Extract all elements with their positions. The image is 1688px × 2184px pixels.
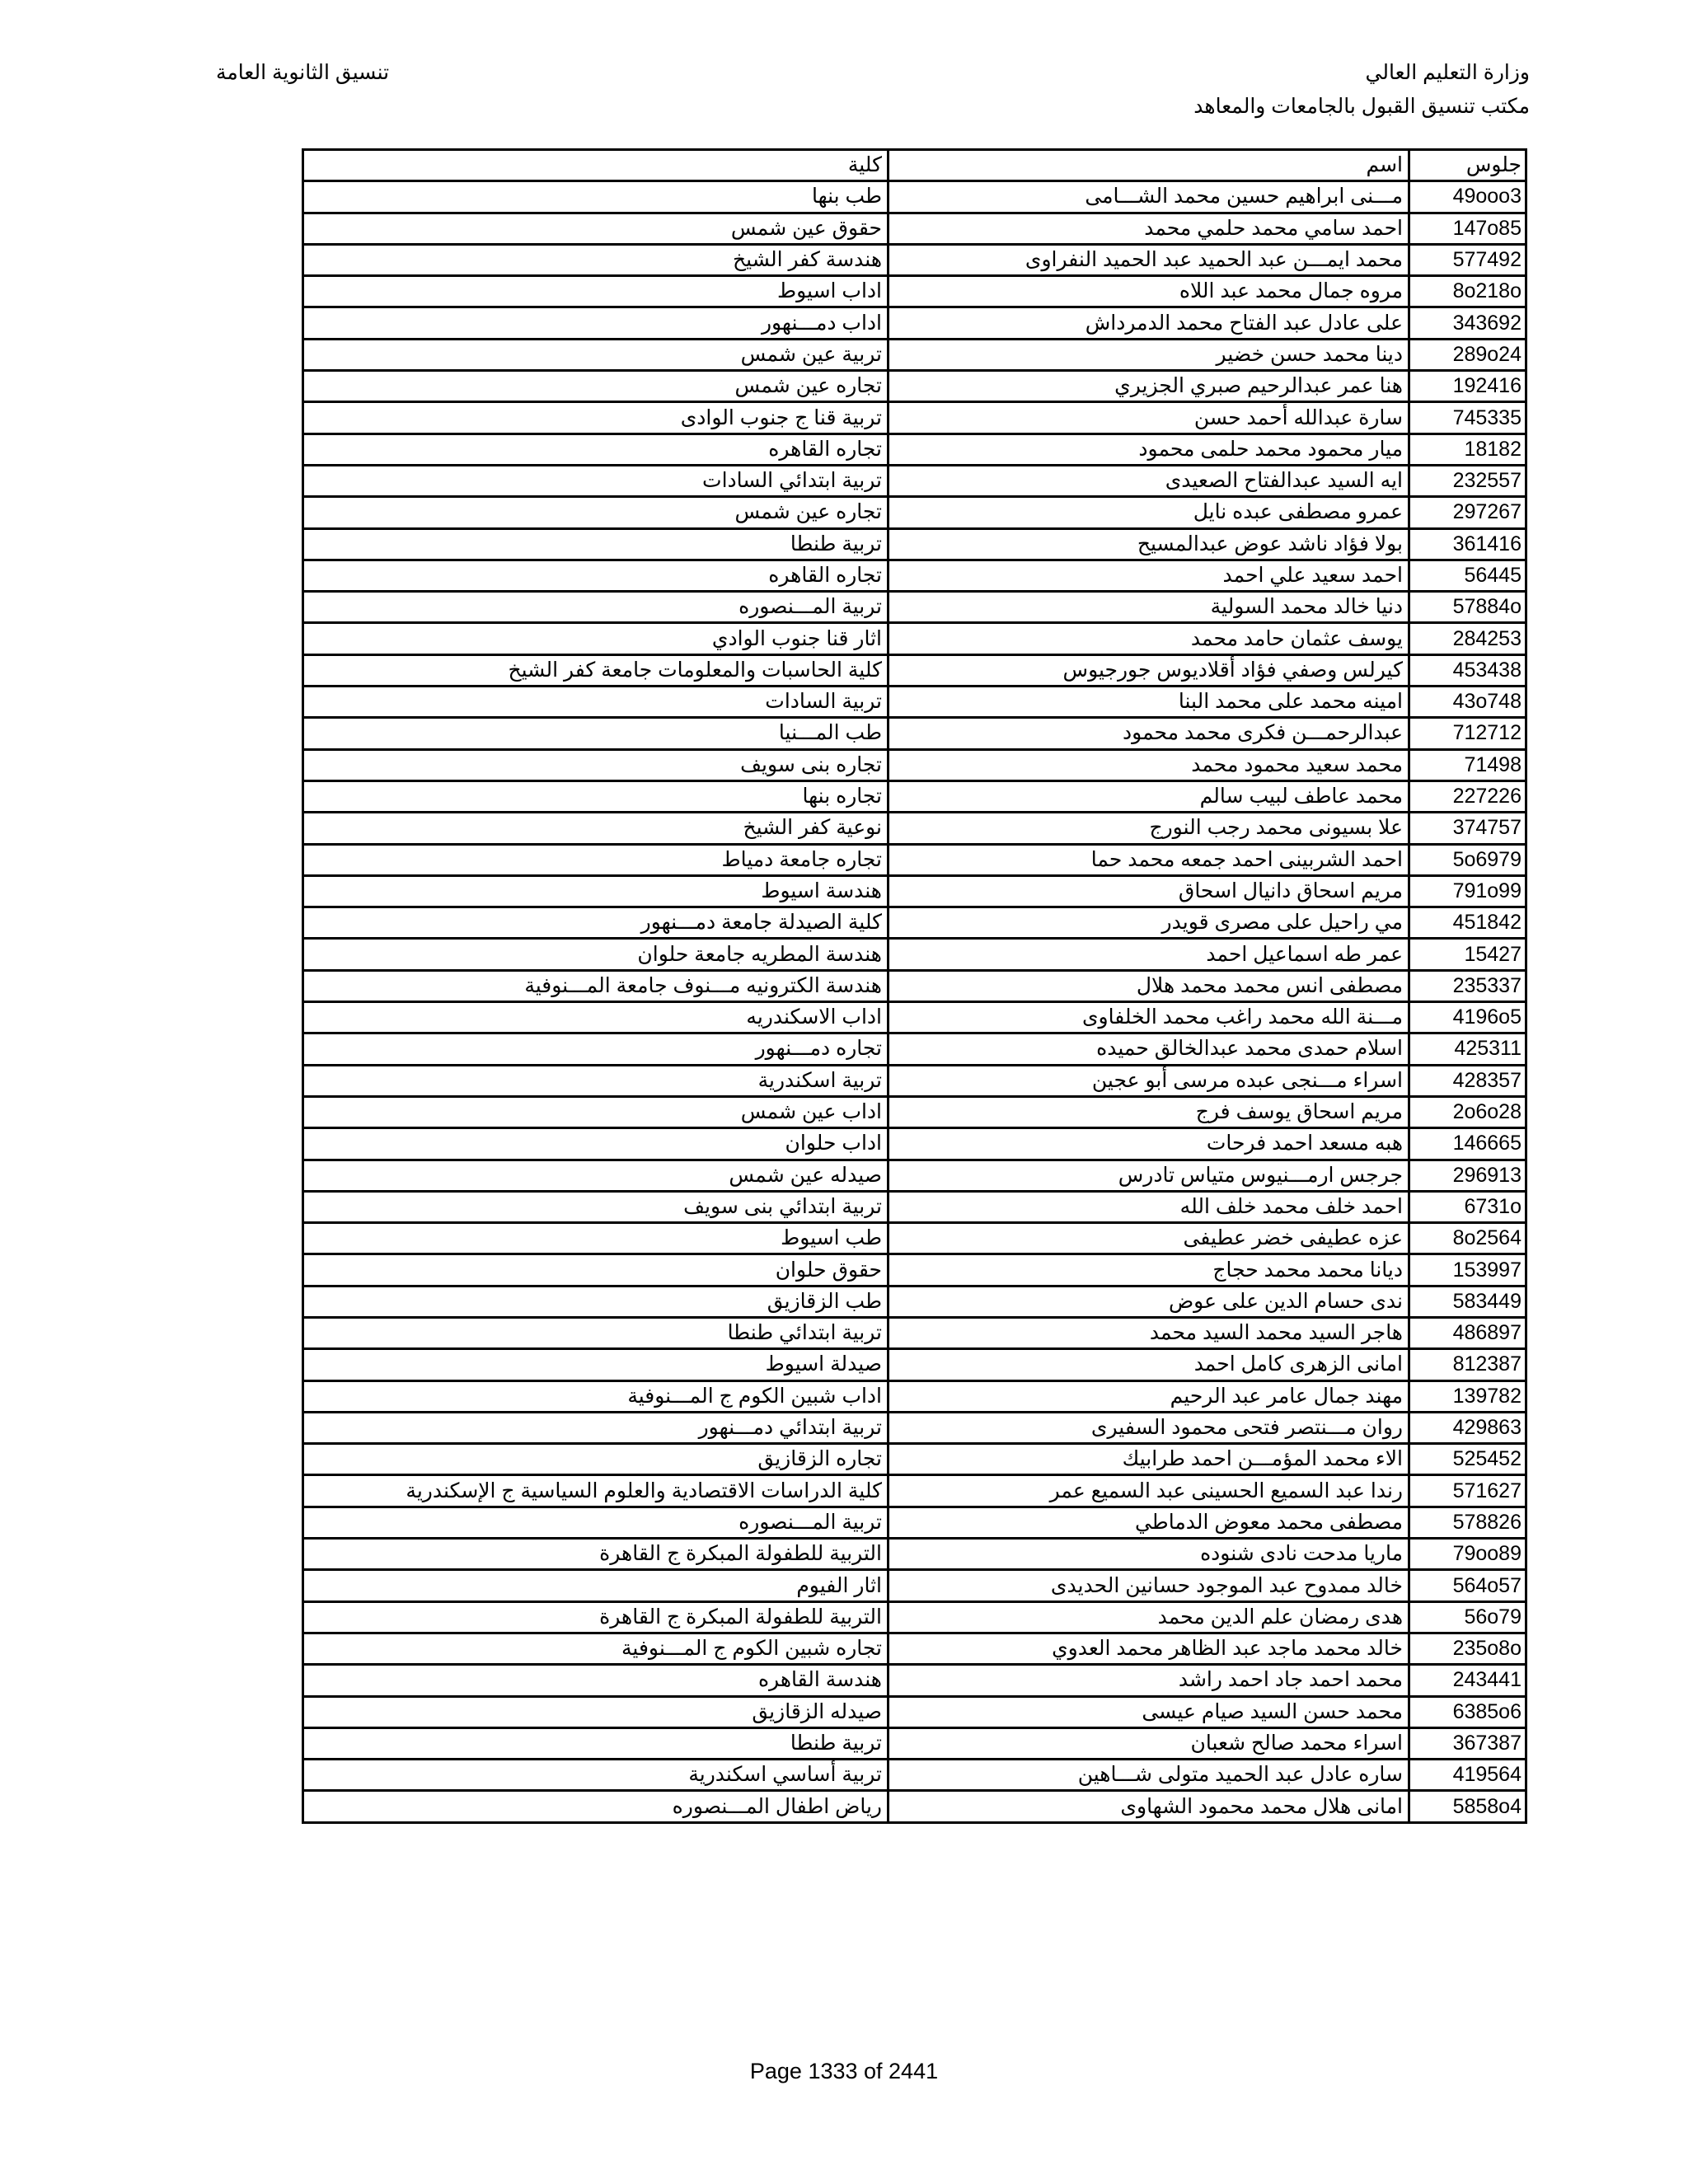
table-row: [303, 307, 1526, 339]
table-row: [303, 181, 1526, 213]
cell-college: تربية ابتدائي بنى سويف: [303, 1191, 889, 1222]
page-number: Page 1333 of 2441: [749, 2059, 939, 2083]
cell-name: ماريا مدحت نادى شنوده: [889, 1539, 1409, 1570]
cell-college: تربية المـــنصوره: [303, 592, 889, 623]
table-row: [303, 1633, 1526, 1664]
cell-seat: 425311: [1409, 1033, 1526, 1065]
table-row: [303, 1191, 1526, 1222]
cell-college: صيدلة اسيوط: [303, 1349, 889, 1380]
table-row: [303, 875, 1526, 907]
cell-seat: 139782: [1409, 1380, 1526, 1412]
cell-college: تجاره دمـــنهور: [303, 1033, 889, 1065]
cell-name: محمد سعيد محمود محمد: [889, 749, 1409, 780]
cell-seat: 571627: [1409, 1475, 1526, 1507]
table-row: [303, 1570, 1526, 1601]
table-row: [303, 654, 1526, 686]
cell-seat: 289o24: [1409, 339, 1526, 370]
table-row: [303, 1760, 1526, 1791]
cell-college: هندسة الكترونيه مـــنوف جامعة المـــنوفية: [303, 970, 889, 1001]
cell-college: اثار الفيوم: [303, 1570, 889, 1601]
cell-name: ندى حسام الدين على عوض: [889, 1286, 1409, 1317]
cell-name: اسلام حمدى محمد عبدالخالق حميده: [889, 1033, 1409, 1065]
table-row: [303, 1002, 1526, 1033]
cell-seat: 745335: [1409, 402, 1526, 434]
table-row: [303, 244, 1526, 275]
cell-seat: 146665: [1409, 1128, 1526, 1160]
table-row: [303, 1128, 1526, 1160]
cell-seat: 235337: [1409, 970, 1526, 1001]
cell-college: تربية عين شمس: [303, 339, 889, 370]
table-row: [303, 939, 1526, 970]
cell-name: دنيا خالد محمد السولية: [889, 592, 1409, 623]
cell-seat: 578826: [1409, 1507, 1526, 1538]
cell-college: تربية قنا ج جنوب الوادى: [303, 402, 889, 434]
cell-name: على عادل عبد الفتاح محمد الدمرداش: [889, 307, 1409, 339]
cell-name: يوسف عثمان حامد محمد: [889, 623, 1409, 654]
cell-seat: 343692: [1409, 307, 1526, 339]
cell-seat: 486897: [1409, 1317, 1526, 1348]
table-row: [303, 213, 1526, 244]
cell-name: روان مـــنتصر فتحى محمود السفيرى: [889, 1412, 1409, 1443]
cell-name: ساره عادل عبد الحميد متولى شـــاهين: [889, 1760, 1409, 1791]
cell-college: تربية أساسي اسكندرية: [303, 1760, 889, 1791]
ministry-title: وزارة التعليم العالي: [1365, 61, 1530, 84]
cell-college: هندسة القاهره: [303, 1665, 889, 1696]
cell-college: تربية المـــنصوره: [303, 1507, 889, 1538]
cell-seat: 232557: [1409, 465, 1526, 496]
table-row: [303, 465, 1526, 496]
cell-name: ديانا محمد محمد حجاج: [889, 1254, 1409, 1286]
cell-seat: 227226: [1409, 780, 1526, 812]
cell-name: عمر طه اسماعيل احمد: [889, 939, 1409, 970]
cell-name: امانى الزهرى كامل احمد: [889, 1349, 1409, 1380]
cell-college: تجاره عين شمس: [303, 371, 889, 402]
table-row: [303, 813, 1526, 844]
cell-name: احمد سعيد علي احمد: [889, 560, 1409, 591]
cell-college: التربية للطفولة المبكرة ج القاهرة: [303, 1601, 889, 1633]
cell-seat: 43o748: [1409, 687, 1526, 718]
cell-college: كلية الدراسات الاقتصادية والعلوم السياسية ج الإسكندرية: [303, 1475, 889, 1507]
table-row: [303, 1065, 1526, 1096]
cell-name: مي راحيل على مصرى قويدر: [889, 907, 1409, 939]
cell-college: اداب اسيوط: [303, 276, 889, 307]
cell-college: طب اسيوط: [303, 1223, 889, 1254]
cell-name: مريم اسحاق دانيال اسحاق: [889, 875, 1409, 907]
table-row: [303, 749, 1526, 780]
cell-college: رياض اطفال المـــنصوره: [303, 1791, 889, 1822]
cell-college: حقوق عين شمس: [303, 213, 889, 244]
cell-college: صيدله الزقازيق: [303, 1696, 889, 1727]
cell-seat: 812387: [1409, 1349, 1526, 1380]
cell-college: اثار قنا جنوب الوادي: [303, 623, 889, 654]
cell-name: هنا عمر عبدالرحيم صبري الجزيري: [889, 371, 1409, 402]
cell-seat: 525452: [1409, 1444, 1526, 1475]
cell-college: اداب دمـــنهور: [303, 307, 889, 339]
cell-college: تربية طنطا: [303, 528, 889, 560]
cell-seat: 583449: [1409, 1286, 1526, 1317]
cell-name: اسراء مـــنجى عبده مرسى أبو عجين: [889, 1065, 1409, 1096]
table-row: [303, 1223, 1526, 1254]
table-row: [303, 1475, 1526, 1507]
cell-college: كلية الحاسبات والمعلومات جامعة كفر الشيخ: [303, 654, 889, 686]
table-row: [303, 1601, 1526, 1633]
cell-name: مروه جمال محمد عبد اللاه: [889, 276, 1409, 307]
office-title: مكتب تنسيق القبول بالجامعات والمعاهد: [1193, 95, 1530, 118]
table-row: [303, 1380, 1526, 1412]
table-row: [303, 970, 1526, 1001]
coordination-title: تنسيق الثانوية العامة: [216, 61, 390, 84]
cell-seat: 453438: [1409, 654, 1526, 686]
cell-name: محمد احمد جاد احمد راشد: [889, 1665, 1409, 1696]
table-row: [303, 1696, 1526, 1727]
cell-seat: 5858o4: [1409, 1791, 1526, 1822]
cell-college: طب بنها: [303, 181, 889, 213]
table-row: [303, 718, 1526, 749]
cell-name: احمد خلف محمد خلف الله: [889, 1191, 1409, 1222]
cell-college: كلية الصيدلة جامعة دمـــنهور: [303, 907, 889, 939]
cell-seat: 361416: [1409, 528, 1526, 560]
table-row: [303, 497, 1526, 528]
table-row: [303, 844, 1526, 875]
cell-name: هبه مسعد احمد فرحات: [889, 1128, 1409, 1160]
table-row: [303, 1033, 1526, 1065]
cell-seat: 57884o: [1409, 592, 1526, 623]
cell-college: تجاره بنها: [303, 780, 889, 812]
cell-college: تجاره القاهره: [303, 560, 889, 591]
cell-seat: 192416: [1409, 371, 1526, 402]
cell-seat: 79oo89: [1409, 1539, 1526, 1570]
cell-seat: 56o79: [1409, 1601, 1526, 1633]
table-row: [303, 780, 1526, 812]
table-row: [303, 623, 1526, 654]
cell-name: دينا محمد حسن خضير: [889, 339, 1409, 370]
cell-seat: 153997: [1409, 1254, 1526, 1286]
cell-name: خالد محمد ماجد عبد الظاهر محمد العدوي: [889, 1633, 1409, 1664]
cell-seat: 243441: [1409, 1665, 1526, 1696]
cell-name: محمد ايمـــن عبد الحميد عبد الحميد النفراوى: [889, 244, 1409, 275]
cell-name: مريم اسحاق يوسف فرج: [889, 1096, 1409, 1127]
cell-name: هاجر السيد محمد السيد محمد: [889, 1317, 1409, 1348]
cell-seat: 235o8o: [1409, 1633, 1526, 1664]
cell-name: محمد حسن السيد صيام عيسى: [889, 1696, 1409, 1727]
table-row: [303, 434, 1526, 465]
cell-college: هندسة كفر الشيخ: [303, 244, 889, 275]
table-row: [303, 1791, 1526, 1822]
cell-seat: 8o218o: [1409, 276, 1526, 307]
cell-college: اداب شبين الكوم ج المـــنوفية: [303, 1380, 889, 1412]
cell-college: التربية للطفولة المبكرة ج القاهرة: [303, 1539, 889, 1570]
cell-seat: 296913: [1409, 1160, 1526, 1191]
cell-college: نوعية كفر الشيخ: [303, 813, 889, 844]
cell-seat: 284253: [1409, 623, 1526, 654]
cell-name: امينه محمد على محمد البنا: [889, 687, 1409, 718]
cell-college: تربية ابتدائي طنطا: [303, 1317, 889, 1348]
cell-college: تربية اسكندرية: [303, 1065, 889, 1096]
cell-college: تجاره شبين الكوم ج المـــنوفية: [303, 1633, 889, 1664]
cell-name: مـــنة الله محمد راغب محمد الخلفاوى: [889, 1002, 1409, 1033]
cell-name: ايه السيد عبدالفتاح الصعيدى: [889, 465, 1409, 496]
table-row: [303, 907, 1526, 939]
table-row: [303, 1317, 1526, 1348]
cell-seat: 419564: [1409, 1760, 1526, 1791]
cell-name: عزه عطيفى خضر عطيفى: [889, 1223, 1409, 1254]
cell-name: هدى رمضان علم الدين محمد: [889, 1601, 1409, 1633]
cell-seat: 429863: [1409, 1412, 1526, 1443]
cell-seat: 18182: [1409, 434, 1526, 465]
table-row: [303, 1507, 1526, 1538]
cell-seat: 577492: [1409, 244, 1526, 275]
cell-name: مـــنى ابراهيم حسين محمد الشـــامى: [889, 181, 1409, 213]
cell-college: حقوق حلوان: [303, 1254, 889, 1286]
cell-college: اداب عين شمس: [303, 1096, 889, 1127]
table-row: [303, 1254, 1526, 1286]
results-table: [302, 148, 1527, 1824]
cell-name: جرجس ارمـــنيوس متياس تادرس: [889, 1160, 1409, 1191]
table-row: [303, 276, 1526, 307]
cell-name: مصطفى انس محمد محمد هلال: [889, 970, 1409, 1001]
table-row: [303, 528, 1526, 560]
cell-college: صيدله عين شمس: [303, 1160, 889, 1191]
cell-college: تجاره جامعة دمياط: [303, 844, 889, 875]
cell-name: عبدالرحمـــن فكرى محمد محمود: [889, 718, 1409, 749]
cell-seat: 49ooo3: [1409, 181, 1526, 213]
cell-name: عمرو مصطفى عبده نايل: [889, 497, 1409, 528]
cell-seat: 367387: [1409, 1727, 1526, 1759]
cell-seat: 6731o: [1409, 1191, 1526, 1222]
cell-college: تربية السادات: [303, 687, 889, 718]
cell-name: مهند جمال عامر عبد الرحيم: [889, 1380, 1409, 1412]
column-header-name: اسم: [889, 150, 1409, 181]
cell-seat: 4196o5: [1409, 1002, 1526, 1033]
cell-name: امانى هلال محمد محمود الشهاوى: [889, 1791, 1409, 1822]
cell-seat: 451842: [1409, 907, 1526, 939]
table-row: [303, 1539, 1526, 1570]
cell-college: تربية ابتدائي السادات: [303, 465, 889, 496]
cell-seat: 374757: [1409, 813, 1526, 844]
table-row: [303, 1096, 1526, 1127]
table-row: [303, 371, 1526, 402]
cell-name: محمد عاطف لبيب سالم: [889, 780, 1409, 812]
cell-seat: 147o85: [1409, 213, 1526, 244]
column-header-seat: جلوس: [1409, 150, 1526, 181]
table-row: [303, 1444, 1526, 1475]
cell-name: سارة عبدالله أحمد حسن: [889, 402, 1409, 434]
column-header-college: كلية: [303, 150, 889, 181]
table-row: [303, 402, 1526, 434]
cell-college: تربية طنطا: [303, 1727, 889, 1759]
table-row: [303, 1412, 1526, 1443]
cell-name: ميار محمود محمد حلمى محمود: [889, 434, 1409, 465]
cell-name: علا بسيونى محمد رجب النورج: [889, 813, 1409, 844]
cell-college: اداب حلوان: [303, 1128, 889, 1160]
table-row: [303, 1349, 1526, 1380]
table-row: [303, 339, 1526, 370]
cell-name: الاء محمد المؤمـــن احمد طرابيك: [889, 1444, 1409, 1475]
cell-college: طب المـــنيا: [303, 718, 889, 749]
table-row: [303, 1160, 1526, 1191]
table-row: [303, 687, 1526, 718]
table-row: [303, 560, 1526, 591]
cell-seat: 8o2564: [1409, 1223, 1526, 1254]
cell-college: هندسة المطريه جامعة حلوان: [303, 939, 889, 970]
cell-seat: 5o6979: [1409, 844, 1526, 875]
cell-college: تجاره الزقازيق: [303, 1444, 889, 1475]
cell-name: رندا عبد السميع الحسينى عبد السميع عمر: [889, 1475, 1409, 1507]
cell-seat: 428357: [1409, 1065, 1526, 1096]
cell-name: اسراء محمد صالح شعبان: [889, 1727, 1409, 1759]
cell-name: مصطفى محمد معوض الدماطي: [889, 1507, 1409, 1538]
cell-college: اداب الاسكندريه: [303, 1002, 889, 1033]
cell-name: احمد سامي محمد حلمي محمد: [889, 213, 1409, 244]
table-row: [303, 592, 1526, 623]
table-row: [303, 1665, 1526, 1696]
cell-seat: 297267: [1409, 497, 1526, 528]
cell-name: خالد ممدوح عبد الموجود حسانين الحديدى: [889, 1570, 1409, 1601]
cell-seat: 71498: [1409, 749, 1526, 780]
cell-college: تجاره عين شمس: [303, 497, 889, 528]
table-row: [303, 1727, 1526, 1759]
cell-seat: 712712: [1409, 718, 1526, 749]
cell-name: بولا فؤاد ناشد عوض عبدالمسيح: [889, 528, 1409, 560]
cell-seat: 564o57: [1409, 1570, 1526, 1601]
cell-seat: 791o99: [1409, 875, 1526, 907]
cell-college: تربية ابتدائي دمـــنهور: [303, 1412, 889, 1443]
cell-seat: 15427: [1409, 939, 1526, 970]
table-header-row: [303, 150, 1526, 181]
cell-seat: 2o6o28: [1409, 1096, 1526, 1127]
cell-college: هندسة اسيوط: [303, 875, 889, 907]
cell-seat: 6385o6: [1409, 1696, 1526, 1727]
cell-college: تجاره بنى سويف: [303, 749, 889, 780]
table-row: [303, 1286, 1526, 1317]
cell-college: طب الزقازيق: [303, 1286, 889, 1317]
cell-college: تجاره القاهره: [303, 434, 889, 465]
cell-name: احمد الشربينى احمد جمعه محمد حما: [889, 844, 1409, 875]
cell-name: كيرلس وصفي فؤاد أقلاديوس جورجيوس: [889, 654, 1409, 686]
cell-seat: 56445: [1409, 560, 1526, 591]
